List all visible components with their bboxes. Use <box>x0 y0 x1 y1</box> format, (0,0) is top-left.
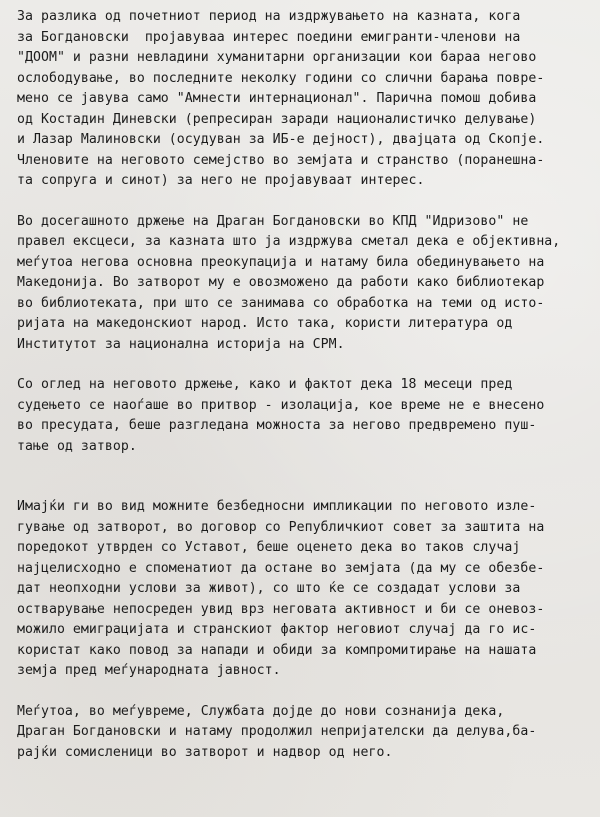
text-line: За разлика од почетниот период на издржувањето на казната, кога <box>17 9 521 24</box>
text-line: правел ексцеси, за казната што ја издржува сметал дека е објективна, <box>17 234 561 249</box>
text-line: во пресудата, беше разгледана можноста за негово предвремено пуш- <box>17 418 537 433</box>
paragraph-spacer <box>17 682 597 702</box>
text-line: Драган Богдановски и натаму продолжил непријателски да делува,ба- <box>17 724 537 739</box>
typewritten-text <box>17 7 597 763</box>
text-line: поредокот утврден со Уставот, беше оценето дека во таков случај <box>17 540 521 555</box>
text-line: тање од затвор. <box>17 438 137 454</box>
text-line: Членовите на неговото семејство во земјата и странство (поранешна- <box>17 152 545 168</box>
text-line: користат како повод за напади и обиди за компромитирање на нашата <box>17 642 537 658</box>
text-line: Македонија. Во затворот му е овозможено да работи како библиотекар <box>17 275 545 290</box>
text-line: и Лазар Малиновски (осудуван за ИБ-е дејност), двајцата од Скопје. <box>17 132 545 147</box>
text-line: за Богдановски пројавуваа интерес поедини емигранти-членови на <box>17 29 521 45</box>
text-line: рајќи сомисленици во затворот и надвор од него. <box>17 744 393 760</box>
text-line: земја пред меѓународната јавност. <box>17 663 281 678</box>
text-line: та сопруга и синот) за него не пројавуваат интерес. <box>17 173 425 188</box>
text-line: меѓутоа негова основна преокупација и натаму била обединувањето на <box>17 254 545 270</box>
text-line: можило емиграцијата и странскиот фактор неговиот случај да го ис- <box>17 622 537 637</box>
paragraph-3 <box>17 375 597 457</box>
paragraph-1 <box>17 7 597 192</box>
text-line: остварување непосреден увид врз неговата активност и би се оневоз- <box>17 601 545 617</box>
text-line: од Костадин Диневски (репресиран заради националистичко делување) <box>17 111 537 127</box>
text-line: Меѓутоа, во меѓувреме, Службата дојде до нови сознанија дека, <box>17 703 505 719</box>
paragraph-spacer <box>17 457 597 497</box>
text-line: судењето се наоѓаше во притвор - изолација, кое време не е внесено <box>17 397 545 413</box>
text-line: Во досегашното држење на Драган Богдановски во КПД "Идризово" не <box>17 213 529 229</box>
text-line: Со оглед на неговото држење, како и фактот дека 18 месеци пред <box>17 377 513 392</box>
paragraph-4 <box>17 497 597 682</box>
text-line: Институтот за национална историја на СРМ. <box>17 336 345 352</box>
paragraph-5 <box>17 702 597 764</box>
text-line: во библиотеката, при што се занимава со обработка на теми од исто- <box>17 295 545 311</box>
paragraph-spacer <box>17 355 597 375</box>
text-line: "ДООМ" и разни невладини хуманитарни организации кои бараа негово <box>17 50 537 65</box>
text-line: мено се јавува само "Амнести интернационал". Парична помош добива <box>17 91 537 106</box>
paragraph-spacer <box>17 192 597 212</box>
text-line: Имајќи ги во вид можните безбедносни импликации по неговото изле- <box>17 499 537 514</box>
text-line: најцелисходно е споменатиот да остане во земјата (да му се обезбе- <box>17 560 545 576</box>
text-line: ријата на македонскиот народ. Исто така, користи литература од <box>17 316 513 331</box>
text-line: ослободување, во последните неколку години со слични барања повре- <box>17 70 545 86</box>
text-line: дат неопходни услови за живот), со што ќе се создадат услови за <box>17 581 521 596</box>
text-line: гување од затворот, во договор со Републичкиот совет за заштита на <box>17 519 545 535</box>
paragraph-2 <box>17 212 597 356</box>
